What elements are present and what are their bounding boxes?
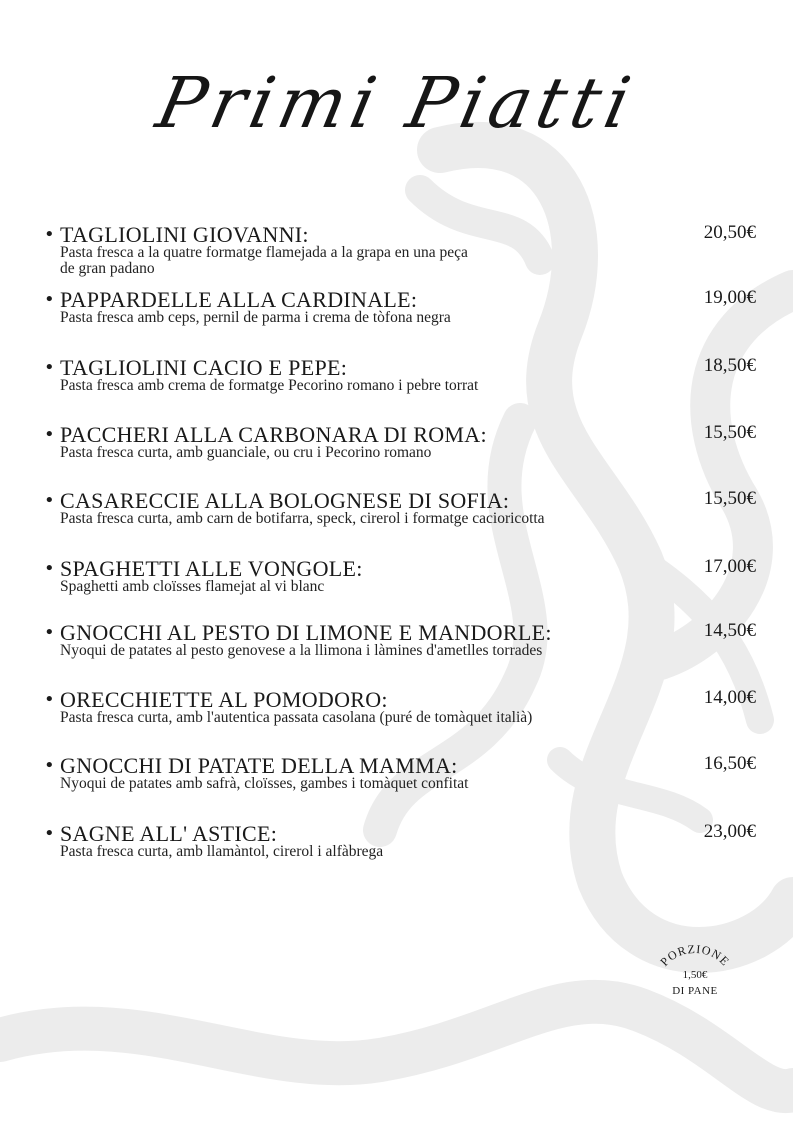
bullet: • (44, 224, 55, 245)
bread-price: 1,50€ (682, 969, 708, 981)
dish-description: Spaghetti amb cloïsses flamejat al vi blanc (60, 578, 325, 595)
dish-name: GNOCCHI AL PESTO DI LIMONE E MANDORLE: (60, 620, 552, 645)
bullet: • (44, 357, 55, 378)
dish-description: Pasta fresca amb crema de formatge Pecorino romano i pebre torrat (60, 377, 479, 394)
bullet: • (44, 490, 55, 511)
dish-price: 15,50€ (703, 422, 756, 443)
bullet: • (44, 823, 55, 844)
dish-name: PAPPARDELLE ALLA CARDINALE: (60, 287, 418, 312)
bullet: • (44, 755, 55, 776)
dish-price: 17,00€ (703, 556, 756, 577)
dish-name: CASARECCIE ALLA BOLOGNESE DI SOFIA: (60, 488, 510, 513)
dish-price: 18,50€ (703, 355, 756, 376)
dish-price: 15,50€ (703, 488, 756, 509)
dish-description: Nyoqui de patates amb safrà, cloïsses, gambes i tomàquet confitat (60, 775, 469, 792)
dish-price: 14,50€ (703, 620, 756, 641)
dish-description: Pasta fresca curta, amb llamàntol, cirerol i alfàbrega (60, 843, 384, 860)
dish-name: SAGNE ALL' ASTICE: (60, 821, 278, 846)
dish-name: ORECCHIETTE AL POMODORO: (60, 687, 388, 712)
dish-name: TAGLIOLINI CACIO E PEPE: (60, 355, 348, 380)
dish-name: TAGLIOLINI GIOVANNI: (60, 222, 309, 247)
bread-portion-stamp (650, 945, 740, 1005)
bullet: • (44, 689, 55, 710)
dish-price: 16,50€ (703, 753, 756, 774)
svg-text:PORZIONE: PORZIONE (657, 945, 733, 969)
dish-name: GNOCCHI DI PATATE DELLA MAMMA: (60, 753, 458, 778)
bullet: • (44, 558, 55, 579)
dish-description: Pasta fresca curta, amb guanciale, ou cru i Pecorino romano (60, 444, 432, 461)
dish-price: 20,50€ (703, 222, 756, 243)
dish-name: SPAGHETTI ALLE VONGOLE: (60, 556, 363, 581)
bread-label: DI PANE (672, 985, 718, 997)
dish-price: 19,00€ (703, 287, 756, 308)
dish-name: PACCHERI ALLA CARBONARA DI ROMA: (60, 422, 487, 447)
bullet: • (44, 622, 55, 643)
dish-description: Pasta fresca curta, amb carn de botifarra, speck, cirerol i formatge cacioricotta (60, 510, 545, 527)
dish-price: 23,00€ (703, 821, 756, 842)
dish-description: Nyoqui de patates al pesto genovese a la llimona i làmines d'ametlles torrades (60, 642, 543, 659)
dish-description: Pasta fresca a la quatre formatge flamejada a la grapa en una peça de gran padano (60, 244, 468, 277)
dish-description: Pasta fresca curta, amb l'autentica passata casolana (puré de tomàquet italià) (60, 709, 533, 726)
dish-price: 14,00€ (703, 687, 756, 708)
dish-description: Pasta fresca amb ceps, pernil de parma i crema de tòfona negra (60, 309, 451, 326)
bullet: • (44, 289, 55, 310)
page-title: Primi Piatti (149, 62, 644, 144)
bullet: • (44, 424, 55, 445)
